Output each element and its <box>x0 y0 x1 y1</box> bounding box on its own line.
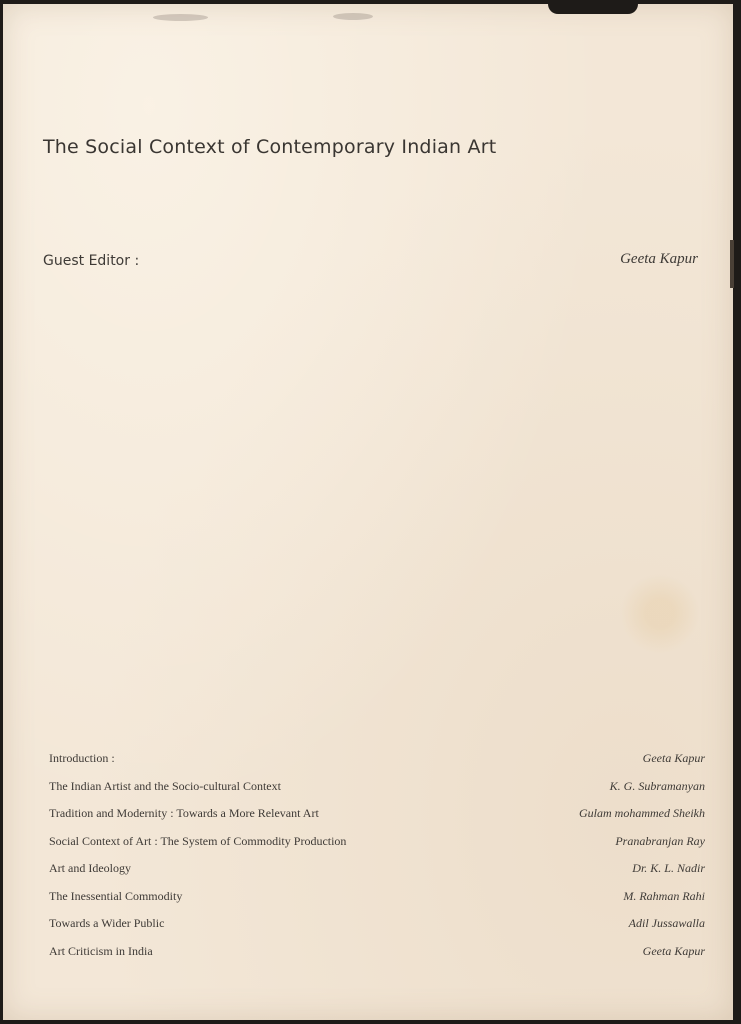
contents-entry <box>49 889 705 917</box>
document-page <box>3 4 733 1020</box>
entry-title: The Indian Artist and the Socio-cultural Context <box>49 778 281 793</box>
entry-author: Dr. K. L. Nadir <box>632 861 705 875</box>
guest-editor-name: Geeta Kapur <box>620 251 698 267</box>
entry-author: Adil Jussawalla <box>628 916 705 930</box>
stain-mark <box>333 13 373 20</box>
entry-author: Gulam mohammed Sheikh <box>579 806 705 820</box>
entry-title: Introduction : <box>49 751 115 765</box>
entry-author: K. G. Subramanyan <box>609 778 705 793</box>
entry-author: M. Rahman Rahi <box>623 888 705 903</box>
contents-entry <box>49 861 705 889</box>
stain-mark <box>153 14 208 21</box>
entry-author: Geeta Kapur <box>642 943 705 958</box>
entry-title: Towards a Wider Public <box>49 916 165 930</box>
contents-entry <box>49 834 705 862</box>
entry-title: Art Criticism in India <box>49 943 153 958</box>
entry-title: Social Context of Art : The System of Commodity Production <box>49 833 347 848</box>
document-title: The Social Context of Contemporary Indian Art <box>43 136 497 158</box>
entry-title: The Inessential Commodity <box>49 888 183 903</box>
contents-entry <box>49 806 705 834</box>
contents-entry <box>49 916 705 944</box>
entry-title: Tradition and Modernity : Towards a More Relevant Art <box>49 806 319 820</box>
torn-corner <box>548 4 638 14</box>
entry-author: Pranabranjan Ray <box>615 833 705 848</box>
guest-editor-label: Guest Editor : <box>43 253 140 269</box>
entry-title: Art and Ideology <box>49 861 131 875</box>
binding-mark <box>730 240 734 288</box>
contents-entry <box>49 779 705 807</box>
contents-entry <box>49 751 705 779</box>
table-of-contents <box>49 751 705 971</box>
contents-entry <box>49 944 705 972</box>
entry-author: Geeta Kapur <box>642 751 705 765</box>
